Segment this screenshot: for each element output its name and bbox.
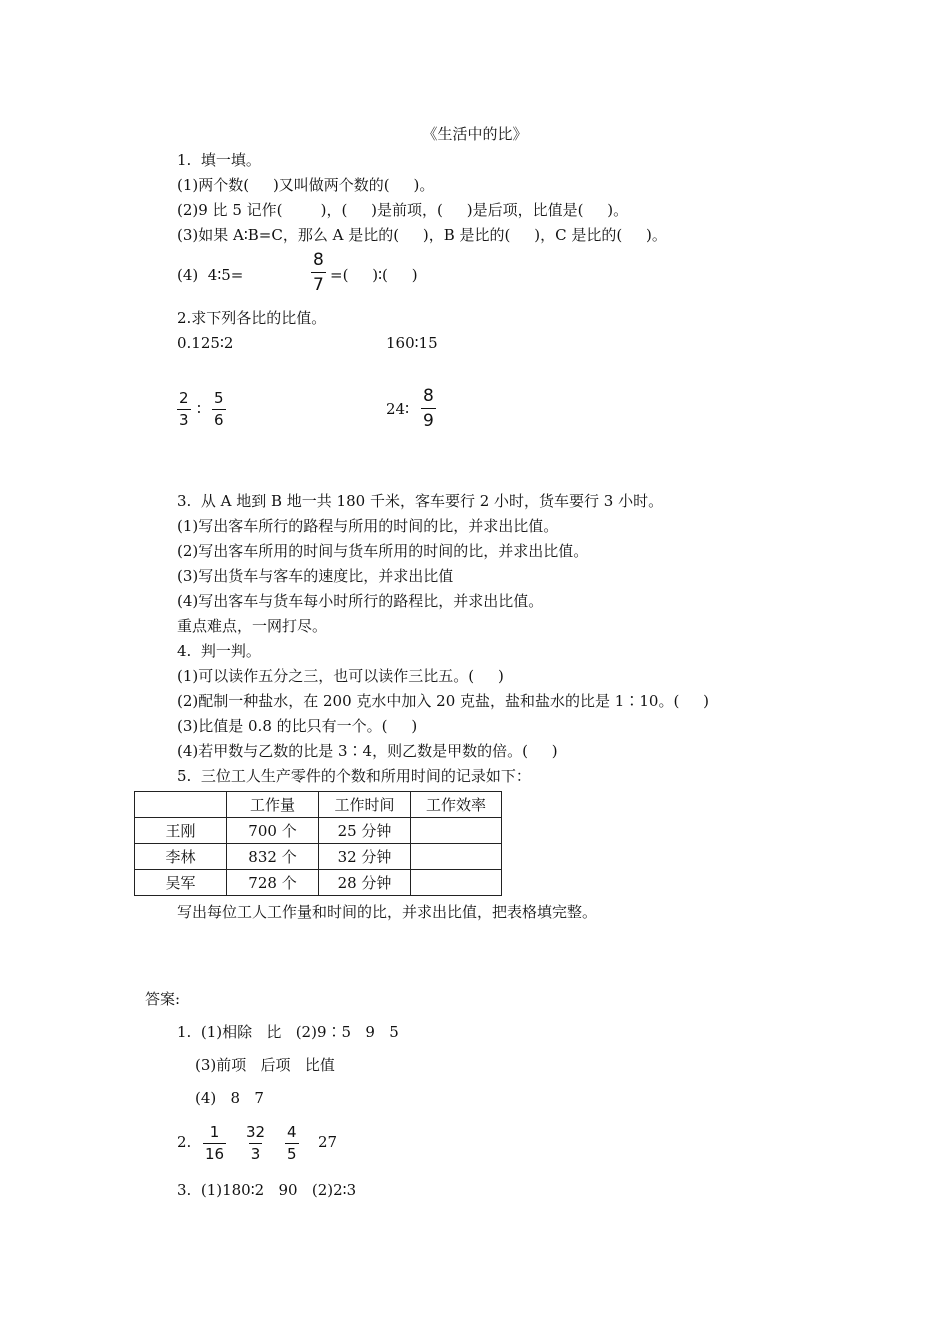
q2-item-d-fraction [421,386,436,431]
table-header-cell: 工作效率 [411,792,502,818]
q3-heading: 3. 从 A 地到 B 地一共 180 千米，客车要行 2 小时，货车要行 3 小时。 [177,492,664,510]
fraction-denominator: 9 [421,408,436,431]
q2-item-c-fraction-1 [177,390,191,429]
q2-item-a: 0.125∶2 [177,334,234,352]
fraction-numerator: 2 [179,389,189,407]
fraction-numerator: 8 [423,386,434,406]
fraction-denominator: 3 [250,1145,261,1163]
answer-2-fraction-3 [285,1124,299,1163]
q4-line-3: (3)比值是 0.8 的比只有一个。( ) [177,717,418,735]
q4-line-4: (4)若甲数与乙数的比是 3∶4，则乙数是甲数的倍。( ) [177,742,558,760]
q3-line-3: (3)写出货车与客车的速度比，并求出比值 [177,567,454,585]
table-cell: 王刚 [135,818,227,844]
table-cell: 25 分钟 [319,818,411,844]
fraction-numerator: 5 [214,389,224,407]
table-cell [411,844,502,870]
table-header-cell [135,792,227,818]
q3-line-5: 重点难点，一网打尽。 [177,617,328,635]
answers-label: 答案: [145,990,181,1008]
page-title: 《生活中的比》 [422,125,528,143]
table-cell: 28 分钟 [319,870,411,896]
table-header-row [135,792,502,818]
q2-item-c-separator: ∶ [197,400,201,418]
q1-line-3: (3)如果 A∶B=C，那么 A 是比的( )，B 是比的( )，C 是比的( )。 [177,226,667,244]
table-row [135,870,502,896]
answer-2-last: 27 [318,1133,338,1151]
table-cell: 700 个 [227,818,319,844]
answer-2-prefix: 2. [177,1133,192,1151]
q3-line-4: (4)写出客车与货车每小时所行的路程比，并求出比值。 [177,592,544,610]
answer-3: 3. (1)180∶2 90 (2)2∶3 [177,1181,357,1199]
fraction-numerator: 1 [209,1123,220,1141]
fraction-denominator: 7 [311,272,326,295]
answer-2-fraction-1 [203,1124,226,1163]
fraction-numerator: 32 [246,1123,266,1141]
answer-2-fraction-2 [244,1124,267,1163]
table-cell: 728 个 [227,870,319,896]
table-cell [411,818,502,844]
q2-item-b: 160∶15 [386,334,438,352]
q1-line-4-prefix: (4) 4∶5= [177,266,244,284]
q4-line-1: (1)可以读作五分之三，也可以读作三比五。( ) [177,667,504,685]
q5-footer: 写出每位工人工作量和时间的比，并求出比值，把表格填完整。 [177,903,598,921]
table-header-cell: 工作时间 [319,792,411,818]
answer-1-line-3: (4) 8 7 [195,1089,264,1107]
answer-1-line-1: 1. (1)相除 比 (2)9∶5 9 5 [177,1023,399,1041]
fraction-numerator: 4 [287,1123,297,1141]
table-cell: 吴军 [135,870,227,896]
q1-fraction [311,250,326,295]
q3-line-1: (1)写出客车所行的路程与所用的时间的比，并求出比值。 [177,517,559,535]
table-header-cell: 工作量 [227,792,319,818]
q2-heading: 2.求下列各比的比值。 [177,309,327,327]
q2-item-c-fraction-2 [212,390,226,429]
table-row [135,844,502,870]
fraction-denominator: 5 [287,1145,297,1163]
fraction-denominator: 6 [214,411,224,429]
q4-heading: 4. 判一判。 [177,642,261,660]
answer-1-line-2: (3)前项 后项 比值 [195,1056,335,1074]
q1-line-4-suffix: =( )∶( ) [330,266,418,284]
fraction-denominator: 16 [205,1145,225,1163]
q2-item-d-prefix: 24∶ [386,400,409,418]
q4-line-2: (2)配制一种盐水，在 200 克水中加入 20 克盐，盐和盐水的比是 1∶10。( ) [177,692,709,710]
q1-line-2: (2)9 比 5 记作( )，( )是前项，( )是后项，比值是( )。 [177,201,629,219]
work-table [134,791,502,896]
q1-heading: 1. 填一填。 [177,151,261,169]
table-cell: 832 个 [227,844,319,870]
fraction-numerator: 8 [313,250,324,270]
q3-line-2: (2)写出客车所用的时间与货车所用的时间的比，并求出比值。 [177,542,589,560]
q5-heading: 5. 三位工人生产零件的个数和所用时间的记录如下： [177,767,531,785]
table-row [135,818,502,844]
table-cell: 李林 [135,844,227,870]
table-cell [411,870,502,896]
fraction-denominator: 3 [179,411,189,429]
q1-line-1: (1)两个数( )又叫做两个数的( )。 [177,176,435,194]
table-cell: 32 分钟 [319,844,411,870]
